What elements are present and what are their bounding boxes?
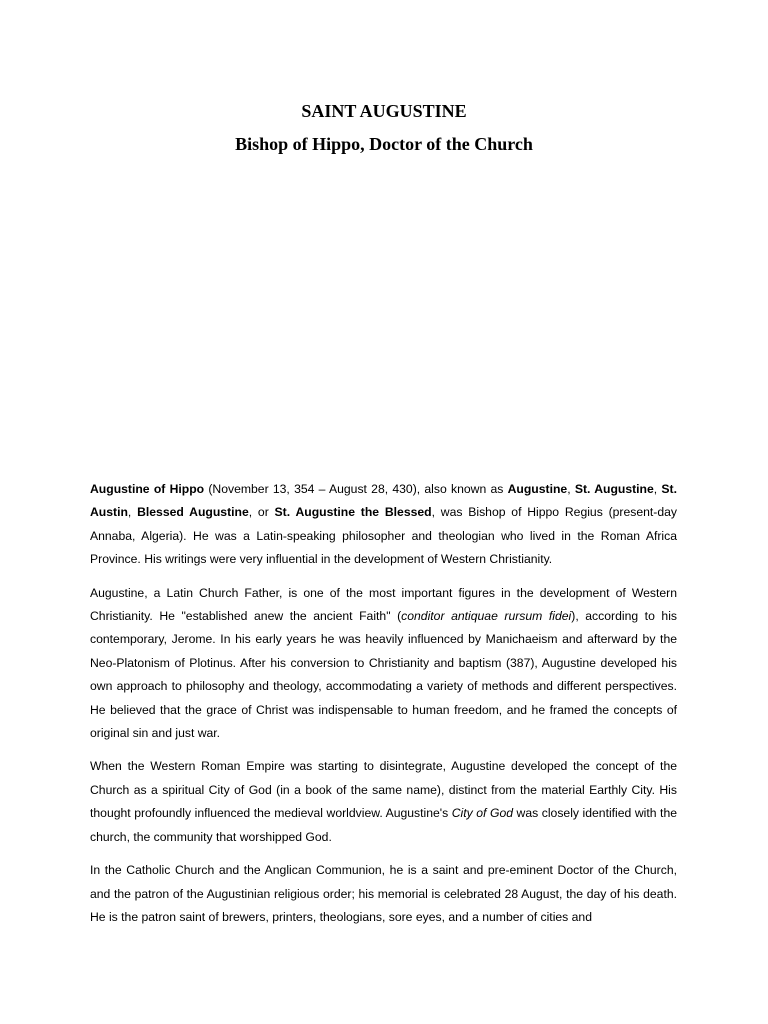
- text-run: , was Bishop of Hippo Regius (present-day Annaba, Algeria). He was a Latin-speaking philosopher and theologian who lived in the Roman Africa Province. His writings were very influential in the development of Western Christianity.: [90, 505, 677, 567]
- text-run-bold: Blessed Augustine: [137, 505, 249, 520]
- text-run: (November 13, 354 – August 28, 430), also known as: [204, 482, 508, 496]
- text-run-bold: St. Augustine the Blessed: [274, 505, 432, 520]
- text-run: When the Western Roman Empire was starting to disintegrate, Augustine developed the concept of the Church as a spiritual City of God (in a book of the same name), distinct from the material Earthly City. His thought profoundly influenced the medieval worldview. Augustine's: [90, 759, 677, 821]
- document-body: [90, 478, 677, 939]
- text-run: ,: [127, 505, 138, 520]
- text-run: was closely identified with the church, the community that worshipped God.: [90, 806, 677, 844]
- paragraph: [90, 755, 677, 849]
- paragraph: [90, 859, 677, 929]
- document-title: SAINT AUGUSTINE: [301, 101, 467, 121]
- text-run: ,: [653, 482, 662, 496]
- text-run-italic: conditor antiquae rursum fidei: [401, 609, 572, 624]
- text-run-bold: Augustine: [507, 482, 568, 496]
- document-subtitle: Bishop of Hippo, Doctor of the Church: [235, 134, 533, 154]
- text-run: ,: [567, 482, 575, 496]
- text-run-bold: St. Austin: [90, 482, 677, 520]
- text-run: In the Catholic Church and the Anglican Communion, he is a saint and pre-eminent Doctor of the Church, and the patron of the Augustinian religious order; his memorial is celebrated 28 August, the day of his death. He is the patron saint of brewers, printers, theologians, sore eyes, and a number of cities and: [90, 863, 677, 924]
- paragraph: [90, 582, 677, 746]
- text-run-italic: City of God: [451, 806, 514, 821]
- text-run: , or: [248, 505, 275, 520]
- text-run: Augustine, a Latin Church Father, is one of the most important figures in the development of Western Christianity. He "established anew the ancient Faith" (: [90, 585, 677, 624]
- text-run-bold: Augustine of Hippo: [90, 482, 205, 496]
- paragraph: [90, 478, 677, 572]
- text-run: ), according to his contemporary, Jerome. In his early years he was heavily influenced by Manichaeism and afterward by the Neo-Platonism of Plotinus. After his conversion to Christianity and baptism (387), Augustine developed his own approach to philosophy and theology, accommodating a variety of methods and different perspectives. He believed that the grace of Christ was indispensable to human freedom, and he framed the concepts of original sin and just war.: [90, 609, 677, 741]
- text-run-bold: St. Augustine: [574, 482, 654, 496]
